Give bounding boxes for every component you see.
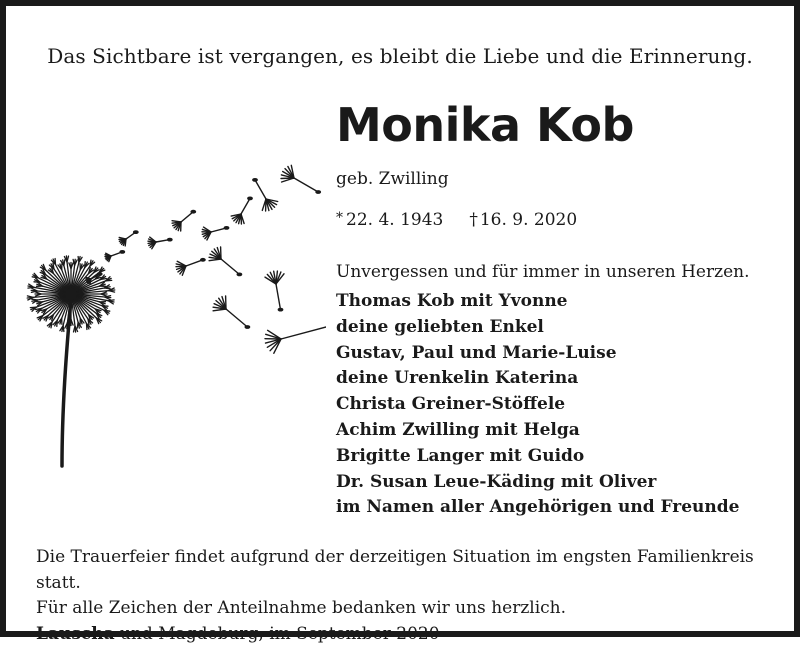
mourner-item: Christa Greiner-Stöffele: [336, 392, 739, 418]
footer-line-3: [36, 622, 794, 647]
birth-symbol: *: [336, 210, 343, 230]
death-date: 16. 9. 2020: [480, 210, 577, 230]
deceased-name: Monika Kob: [336, 98, 634, 152]
maiden-name: geb. Zwilling: [336, 169, 449, 189]
mourner-item: im Namen aller Angehörigen und Freunde: [336, 495, 739, 521]
mourner-list: [336, 289, 739, 521]
death-symbol: †: [469, 210, 478, 230]
mourner-item: deine Urenkelin Katerina: [336, 366, 739, 392]
mourner-item: Thomas Kob mit Yvonne: [336, 289, 739, 315]
dandelion-icon: [26, 144, 326, 474]
footer-line-1: Die Trauerfeier findet aufgrund der derzeitigen Situation im engsten Familienkreis statt.: [36, 545, 794, 596]
footer-place-bold: Lauscha: [36, 624, 115, 644]
motto-text: Das Sichtbare ist vergangen, es bleibt die Liebe und die Erinnerung.: [6, 44, 794, 68]
life-dates: [336, 210, 577, 230]
mourner-item: Achim Zwilling mit Helga: [336, 418, 739, 444]
footer-place-rest: und Magdeburg, im September 2020: [115, 624, 440, 644]
mourner-item: deine geliebten Enkel: [336, 315, 739, 341]
birth-date: 22. 4. 1943: [346, 210, 443, 230]
mourner-item: Brigitte Langer mit Guido: [336, 444, 739, 470]
footer-text: [36, 545, 794, 647]
footer-line-2: Für alle Zeichen der Anteilnahme bedanken wir uns herzlich.: [36, 596, 794, 622]
memorial-phrase: Unvergessen und für immer in unseren Herzen.: [336, 262, 750, 282]
mourner-item: Dr. Susan Leue-Käding mit Oliver: [336, 470, 739, 496]
mourner-item: Gustav, Paul und Marie-Luise: [336, 341, 739, 367]
